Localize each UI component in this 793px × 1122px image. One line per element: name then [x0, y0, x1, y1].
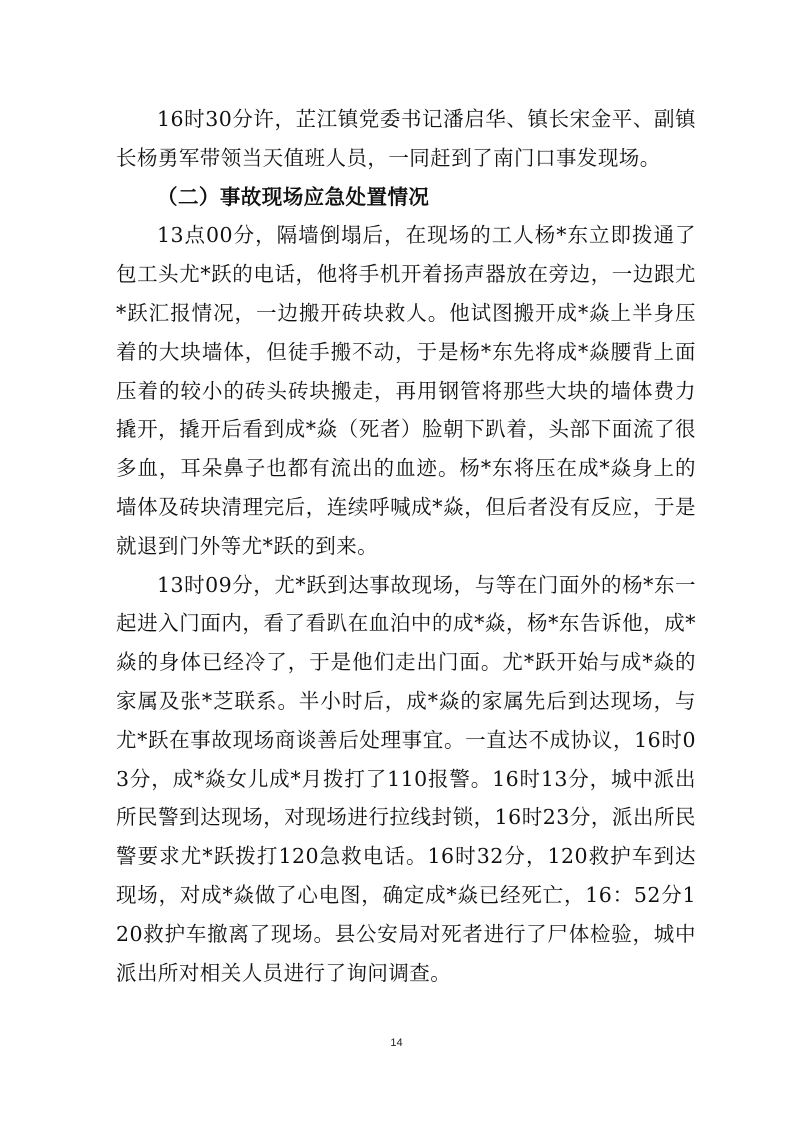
paragraph-timeline-after-accident: 13时09分，尤*跃到达事故现场，与等在门面外的杨*东一起进入门面内，看了看趴在血泊中的成*焱，杨*东告诉他，成*焱的身体已经冷了，于是他们走出门面。尤*跃开始与成*焱的家属及张*芝联系。半小时后，成*焱的家属先后到达现场，与尤*跃在事故现场商谈善后处理事宜。一直达不成协议，16时03分，成*焱女儿成*月拨打了110报警。16时13分，城中派出所民警到达现场，对现场进行拉线封锁，16时23分，派出所民警要求尤*跃拨打120急救电话。16时32分，120救护车到达现场，对成*焱做了心电图，确定成*焱已经死亡，16：52分120救护车撤离了现场。县公安局对死者进行了尸体检验，城中派出所对相关人员进行了询问调查。	[116, 572, 696, 985]
section-heading-emergency-response: （二）事故现场应急处置情况	[157, 184, 430, 209]
page-number: 14	[390, 1037, 403, 1049]
paragraph-rescue-at-scene: 13点00分，隔墙倒塌后，在现场的工人杨*东立即拨通了包工头尤*跃的电话，他将手机开着扬声器放在旁边，一边跟尤*跃汇报情况，一边搬开砖块救人。他试图搬开成*焱上半身压着的大块墙体，但徒手搬不动，于是杨*东先将成*焱腰背上面压着的较小的砖头砖块搬走，再用钢管将那些大块的墙体费力撬开，撬开后看到成*焱（死者）脸朝下趴着，头部下面流了很多血，耳朵鼻子也都有流出的血迹。杨*东将压在成*焱身上的墙体及砖块清理完后，连续呼喊成*焱，但后者没有反应，于是就退到门外等尤*跃的到来。	[116, 223, 696, 558]
paragraph-arrival-of-officials: 16时30分许，芷江镇党委书记潘启华、镇长宋金平、副镇长杨勇军带领当天值班人员，一同赶到了南门口事发现场。	[116, 107, 696, 170]
document-body	[116, 100, 696, 992]
